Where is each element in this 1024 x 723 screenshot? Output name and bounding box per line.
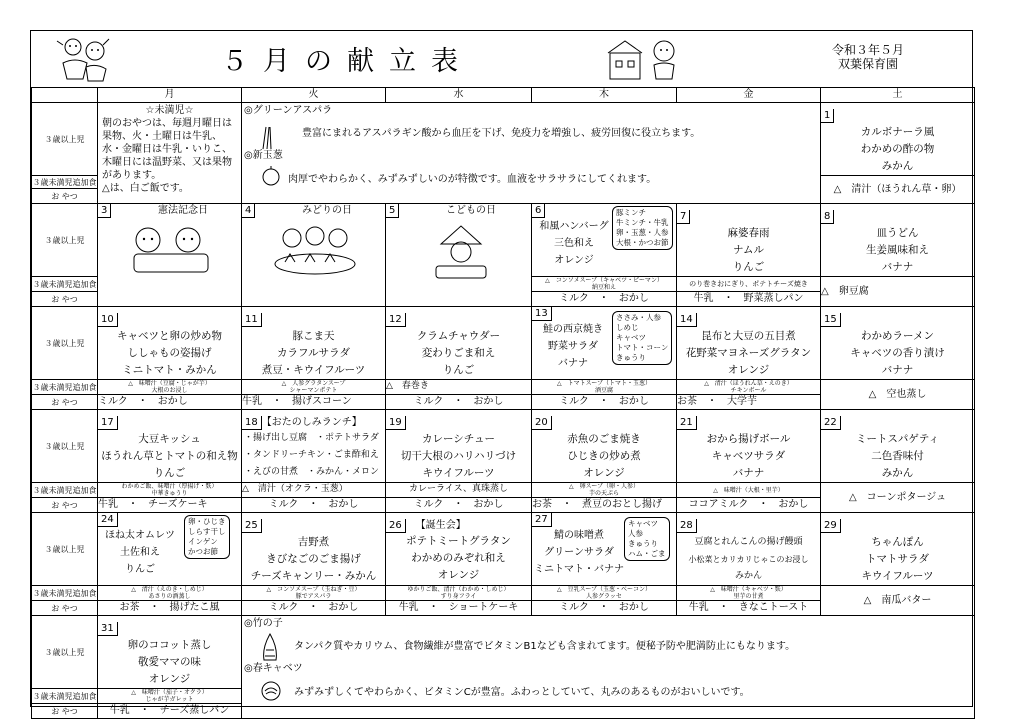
date-number: 27 [532,513,552,527]
cell-w5-thu [532,513,677,586]
menu-item: りんご [153,467,186,479]
add-food [242,586,386,601]
add-food [677,380,821,395]
day-header-thu: 木 [532,88,677,103]
add-line: ゆかりご飯、清汁（わかめ・しめじ） [407,586,510,593]
cell-w2-fri [677,204,821,277]
menu-table [31,87,975,719]
ingredients-bubble [612,206,673,250]
menu-item: カルボナーラ風 [860,126,935,138]
menu-item: カレーシチュー [422,433,495,445]
date-number: 4 [242,204,255,218]
snack: ミルク ・ おかし [386,395,532,410]
add-line: 豚でアスパラ [295,593,332,600]
day-header-tue: 火 [242,88,386,103]
kids-illustration [126,222,216,278]
snack: ミルク ・ おかし [98,395,242,410]
menu-item: わかめラーメン [861,330,934,342]
cell-w5-mon [98,513,242,586]
snack: ミルク ・ おかし [242,498,386,513]
cell-w4-thu [532,410,677,483]
menu-item: ミニトマト・バナナ [534,564,624,575]
ingredients-bubble [184,515,230,559]
date-number: 7 [677,210,690,224]
menu-item: 変わりごま和え [421,347,496,359]
add-food [98,689,242,704]
row-label-main: ３歳以上児 [32,513,98,586]
snack: ミルク ・ おかし [532,395,677,410]
menu-item: ミートスパゲティ [855,433,940,445]
page-title: ５月の献立表 [221,46,473,77]
row-label-add: ３歳未満児追加食 [32,380,98,395]
cell-w3-mon [98,307,242,380]
menu-item: ちゃんぽん [871,536,924,548]
row-label-add: ３歳未満児追加食 [32,689,98,704]
cell-w3-tue [242,307,386,380]
date-number: 15 [821,313,841,327]
menu-item: 野菜サラダ [548,341,598,352]
menu-item: バナナ [732,467,765,479]
bubble-line: 卵・ひじき [188,517,226,526]
mikan-text: 朝のおやつは、毎週月曜日は果物、火・土曜日は牛乳、水・金曜日は牛乳・いりこ、木曜日には温野菜、又は果物があります。 [102,118,232,181]
menu-item: ナムル [733,244,764,256]
snack: 牛乳 ・ ショートケーキ [386,601,532,616]
date-number: 11 [242,313,262,327]
date-number: 8 [821,210,834,224]
menu-item: 鮭の西京焼き [543,324,603,335]
ingredients-bubble [624,517,670,561]
snack: ミルク ・ おかし [532,292,677,307]
bubble-line: 大根・かつお節 [616,238,669,247]
row-label-main: ３歳以上児 [32,307,98,380]
menu-item: 大豆キッシュ [138,433,201,445]
add-line: △ コンソメスープ（キャベツ・ピーマン） [545,277,663,284]
row-label-snack: お やつ [32,292,98,307]
bubble-line: 豚ミンチ [616,208,646,217]
add-line: わかめご飯、味噌汁（厚揚げ・麩） [121,483,218,490]
bubble-line: トマト・コーン [616,343,669,352]
bamboo-text: タンパク質やカリウム、食物繊維が豊富でビタミンB1なども含まれてます。便秘予防や肥満防止にもなります。 [294,641,796,652]
menu-item: 豆腐とれんこんの揚げ饅頭 [694,537,803,547]
mikan-note-cell [98,103,242,204]
snack: 牛乳 ・ 揚げスコーン [242,395,386,410]
add-line: △ トマトスープ（トマト・玉葱） [557,380,651,387]
menu-item: おから揚げボール [706,433,791,445]
bubble-line: キャベツ [616,333,646,342]
menu-item: りんご [442,364,475,376]
add-line: シャーマンポテト [289,387,338,394]
menu-item: 卵のココット蒸し [127,639,212,651]
menu-item: 土佐和え [120,547,160,558]
menu-item: 生姜風味和え [866,244,929,256]
day-header-wed: 水 [386,88,532,103]
menu-item: ほうれん草とトマトの和え物 [101,450,238,462]
date-number: 31 [98,622,118,636]
cell-w2-mon [98,204,242,307]
cell-w2-thu [532,204,677,277]
add-line: 納豆和え [591,284,616,291]
menu-item: オレンジ [727,364,770,376]
cell-w3-fri [677,307,821,380]
menu-item: 二色香味付 [871,450,924,462]
add-food [532,277,677,292]
bubble-line: ハム・ごま [628,549,666,558]
add-food: △ 空也蒸し [821,380,975,410]
mikan-title: ☆未満児☆ [145,105,194,116]
menu-item: 和風ハンバーグ [539,221,609,232]
date-number: 10 [98,313,118,327]
menu-item: 敬愛ママの味 [138,656,201,668]
menu-item: 吉野煮 [297,536,330,548]
cabbage-title: ◎春キャベツ [244,663,303,674]
add-food [242,380,386,395]
org-info [832,43,904,71]
cell-w5-wed [386,513,532,586]
menu-item: ししゃもの姿揚げ [127,347,212,359]
bubble-line: 人参 [628,529,643,538]
menu-item: きびなごのごま揚げ [266,553,361,565]
menu-item: オレンジ [583,467,625,479]
menu-item: クラムチャウダー [416,330,501,342]
day-header-sat: 土 [821,88,975,103]
row-label-main: ３歳以上児 [32,204,98,277]
row-label-main: ３歳以上児 [32,103,98,176]
menu-item: わかめのみぞれ和え [411,552,506,564]
menu-item: キャベツサラダ [711,450,786,462]
menu-item: チーズキャンリー・みかん [250,570,377,582]
add-food [98,483,242,498]
add-food [532,586,677,601]
date-number: 6 [532,204,545,218]
menu-item: ポテトミートグラタン [406,535,511,547]
menu-item: ・えびの甘煮 ・みかん・メロン [244,467,380,477]
bubble-line: かつお節 [188,547,218,556]
date-number: 14 [677,313,697,327]
add-food [98,380,242,395]
add-line: △ 清汁（ほうれん草・えのき） [704,380,793,387]
event-label: 【おたのしみランチ】 [261,417,362,428]
add-line: △ 味噌汁（豆腐・じゃが芋） [128,380,211,387]
bubble-line: きゅうり [616,353,646,362]
menu-item: ほね太オムレツ [105,530,175,541]
row-label-snack: お やつ [32,395,98,410]
add-line: △ 人参グラタンスープ [281,380,346,387]
cell-w4-sat [821,410,975,483]
date-number: 21 [677,416,697,430]
menu-item: キャベツと卵の炒め物 [117,330,222,342]
event-label: みどりの日 [302,205,352,216]
add-line: △ 清汁（えのき・しめじ） [131,586,208,593]
date-number: 25 [242,519,262,533]
row-label-add: ３歳未満児追加食 [32,586,98,601]
date-number: 28 [677,519,697,533]
menu-item: ミニトマト・みかん [122,364,217,376]
veg-note-cell [242,103,821,204]
menu-item: バナナ [558,358,588,369]
menu-item: みかん [881,467,914,479]
add-food [532,380,677,395]
add-food [677,586,821,601]
menu-item: 小松菜とカリカリじゃこのお浸し [688,555,809,564]
date-number: 29 [821,519,841,533]
cell-w4-wed [386,410,532,483]
menu-item: 三色和え [554,238,594,249]
bubble-line: ささみ・人参 [616,313,661,322]
menu-item: ・揚げ出し豆腐 ・ポテトサラダ [244,433,379,443]
nursery-name: 双葉保育園 [837,57,898,71]
add-food: △ 卵豆腐 [821,277,975,307]
add-food: △ 味噌汁（大根・里芋） [677,483,821,498]
bamboo-shoot-icon [260,632,280,662]
menu-item: りんご [125,564,155,575]
cell-w1-sat [821,103,975,176]
snack: ミルク ・ おかし [532,601,677,616]
row-label-add: ３歳未満児追加食 [32,177,97,187]
event-label: こどもの日 [446,205,496,216]
children-illustration [53,33,123,85]
menu-item: キャベツの香り漬け [850,347,945,359]
add-line: 中華きゅうり [151,490,188,497]
date-number: 13 [532,307,552,321]
menu-item: グリーンサラダ [544,547,614,558]
event-label: 【誕生会】 [415,520,466,531]
menu-item: わかめの酢の物 [860,143,935,155]
add-line: チキンボール [730,387,767,394]
menu-item: オレンジ [148,673,191,685]
asparagus-title: ◎グリーンアスパラ [244,105,333,116]
row-label-snack: お やつ [32,704,98,719]
cell-w3-wed [386,307,532,380]
add-line: 人参グラッセ [586,593,622,600]
menu-item: バナナ [881,261,914,273]
day-header-mon: 月 [98,88,242,103]
bubble-line: しめじ [616,323,639,332]
add-food: △ 清汁（ほうれん草・卵） [821,176,975,204]
cell-w5-fri [677,513,821,586]
onion-icon [260,165,282,187]
cell-w4-tue [242,410,386,483]
add-line: じゃが芋ガレット [145,696,194,703]
menu-item: 鯖の味噌煮 [554,530,604,541]
add-food: △ 南瓜バター [821,586,975,616]
add-food [532,483,677,498]
snack: お茶 ・ 揚げたこ風 [98,601,242,616]
cell-w4-fri [677,410,821,483]
corner-cell [32,88,98,103]
bubble-line: キャベツ [628,519,658,528]
event-label: 憲法記念日 [158,205,208,216]
menu-item: 花野菜マヨネーズグラタン [685,347,812,359]
date-number: 1 [821,109,834,123]
date-number: 19 [386,416,406,430]
onion-title: ◎新玉葱 [244,150,283,161]
snack: 牛乳 ・ チーズケーキ [98,498,242,513]
menu-item: トマトサラダ [866,553,929,565]
menu-item: キウイフルーツ [422,467,495,479]
snack: お茶 ・ 大学芋 [677,395,821,410]
asparagus-text: 豊富にまれるアスパラギン酸から血圧を下げ、免疫力を増強し、疲労回復に役立ちます。 [302,128,701,139]
menu-item: みかん [734,571,762,581]
add-line: △ 味噌汁（キャベツ・麩） [710,586,787,593]
cell-w2-tue [242,204,386,307]
cabbage-text: みずみずしくてやわらかく、ビタミンCが豊富。ふわっとしていて、丸みのあるものがおいしいです。 [294,687,750,698]
veg-note-cell-2 [242,616,975,719]
cabbage-icon [260,680,282,702]
snack: ココアミルク ・ おかし [677,498,821,513]
add-line: △ コンソメスープ（玉ねぎ・豆） [266,586,361,593]
ingredients-bubble [612,311,672,365]
snack: 牛乳 ・ 野菜蒸しパン [677,292,821,307]
snack: 牛乳 ・ チーズ蒸しパン [98,704,242,719]
cell-w5-tue [242,513,386,586]
menu-item: 麻婆春雨 [727,227,770,239]
menu-item: みかん [881,160,914,172]
date-number: 22 [821,416,841,430]
menu-item: 切干大根のハリハリづけ [400,450,517,462]
add-food: カレーライス、真珠蒸し [386,483,532,498]
cell-w5-sat [821,513,975,586]
snack: ミルク ・ おかし [386,498,532,513]
menu-item: カラフルサラダ [277,347,350,359]
add-food: △ 春巻き [386,380,532,395]
bubble-line: 牛ミンチ・牛乳 [616,218,669,227]
add-food: △ 清汁（オクラ・玉葱） [242,483,386,498]
cell-w6-mon [98,616,242,689]
add-food [386,586,532,601]
menu-item: りんご [732,261,765,273]
header [31,31,972,88]
row-label-add: ３歳未満児追加食 [32,483,98,498]
snack: ミルク ・ おかし [242,601,386,616]
row-label-main: ３歳以上児 [32,410,98,483]
issue-date: 令和３年５月 [831,43,904,57]
row-label-snack: お やつ [32,498,98,513]
cell-w3-thu [532,307,677,380]
add-food [98,586,242,601]
kabuto-illustration [426,222,496,282]
menu-item: 皿うどん [876,227,919,239]
snack: 牛乳 ・ きなこトースト [677,601,821,616]
mikan-text2: △は、白ご飯です。 [102,183,189,194]
row-label-main: ３歳以上児 [32,616,98,689]
school-illustration [606,35,686,83]
add-line: △ 味噌汁（茄子・オクラ） [131,689,208,696]
menu-item: ・タンドリーチキン・ごま酢和え [244,450,379,460]
onion-text: 肉厚でやわらかく、みずみずしいのが特徴です。血液をサラサラにしてくれます。 [288,174,657,185]
menu-item: キウイフルーツ [861,570,934,582]
bubble-line: 卵・玉葱・人参 [616,228,669,237]
menu-item: 赤魚のごま焼き [567,433,641,445]
date-number: 20 [532,416,552,430]
add-line: 芋の天ぷら [588,490,619,497]
bubble-line: しらす干し [188,527,226,536]
cell-w2-sat [821,204,975,277]
add-line: 里芋の甘煮 [733,593,764,600]
add-line: すり身フライ [440,593,477,600]
cell-w2-wed [386,204,532,307]
row-label-snack: お やつ [32,189,98,204]
menu-item: 昆布と大豆の五目煮 [701,330,796,342]
add-line: 大根のお浸し [151,387,188,394]
day-header-fri: 金 [677,88,821,103]
menu-item: ひじきの炒め煮 [567,450,641,462]
garden-illustration [270,222,360,278]
row-label-snack: お やつ [32,601,98,616]
add-line: △ 豆乳スープ（玉葱・ベーコン） [556,586,651,593]
add-line: △ 卵スープ（卵・人参） [568,483,639,490]
add-food: △ コーンポタージュ [821,483,975,513]
menu-item: オレンジ [437,569,480,581]
bubble-line: きゅうり [628,539,658,548]
add-line: 酒豆腐 [594,387,613,394]
date-number: 24 [98,513,118,527]
date-number: 5 [386,204,399,218]
menu-sheet [30,30,973,716]
menu-item: オレンジ [554,255,594,266]
bamboo-title: ◎竹の子 [244,618,283,629]
cell-w3-sat [821,307,975,380]
menu-item: 豚こま天 [292,330,335,342]
add-line: あさりの酒蒸し [148,593,191,600]
date-number: 12 [386,313,406,327]
menu-item: 煮豆・キウイフルーツ [261,364,366,376]
menu-item: バナナ [881,364,914,376]
add-food: のり巻きおにぎり、ポテトチーズ焼き [677,277,821,292]
date-number: 3 [98,204,111,218]
bubble-line: インゲン [188,537,218,546]
cell-w4-mon [98,410,242,483]
row-label-add: ３歳未満児追加食 [32,277,98,292]
snack: お茶 ・ 煮豆のおとし揚げ [532,498,677,513]
date-number: 26 [386,519,406,533]
asparagus-icon [258,123,276,151]
date-number: 17 [98,416,118,430]
date-number: 18 [242,416,262,430]
